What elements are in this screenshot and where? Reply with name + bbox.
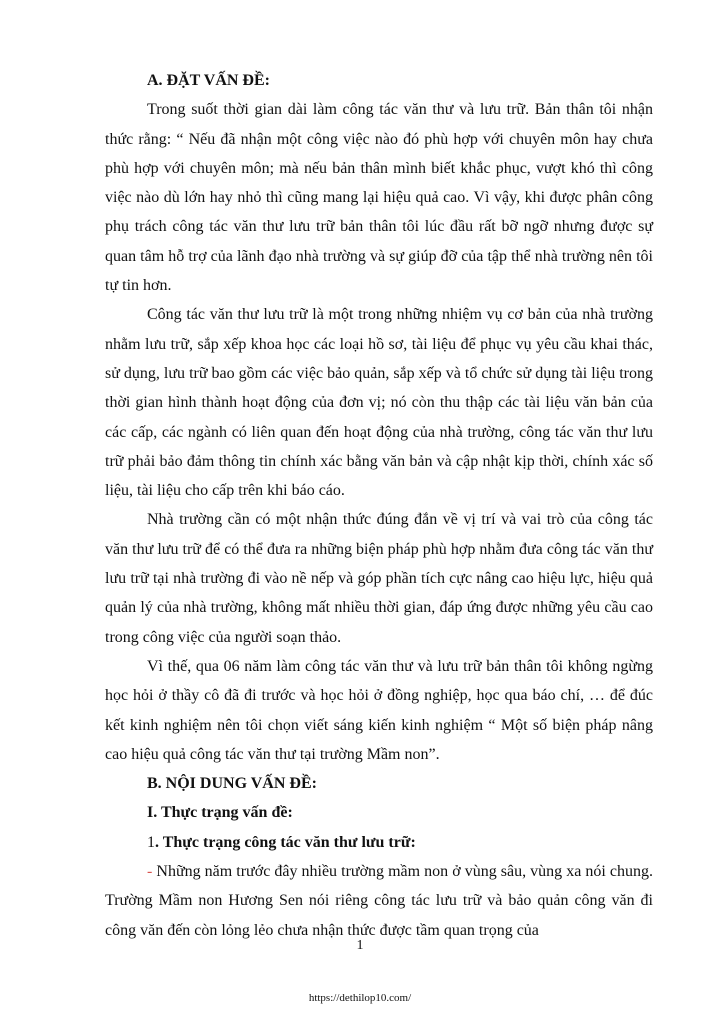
page-number: 1 (356, 938, 364, 953)
heading-1 (105, 828, 653, 857)
heading-b: B. NỘI DUNG VẤN ĐỀ: (147, 775, 317, 793)
heading-1-number: 1 (147, 833, 155, 851)
paragraph-5-dash: - (147, 863, 153, 881)
document-body (105, 66, 653, 945)
paragraph-3: Nhà trường cần có một nhận thức đúng đắn về vị trí và vai trò của công tác văn thư lưu trữ để có thể đưa ra những biện pháp phù hợp nhằm đưa công tác văn thư lưu trữ tại nhà trường đi vào nề nếp và góp phần tích cực nâng cao hiệu lực, hiệu quả quản lý của nhà trường, không mất nhiều thời gian, đáp ứng được những yêu cầu cao trong công việc của người soạn thảo. (105, 511, 653, 646)
heading-i: I. Thực trạng vấn đề: (147, 804, 293, 822)
paragraph-5 (105, 857, 653, 945)
paragraph-1: Trong suốt thời gian dài làm công tác văn thư và lưu trữ. Bản thân tôi nhận thức rằng: “ Nếu đã nhận một công việc nào đó phù hợp với chuyên môn hay chưa phù hợp với chuyên môn; mà nếu bản thân mình biết khắc phục, vượt khó thì công việc nào dù lớn hay nhỏ thì cũng mang lại hiệu quả cao. Vì vậy, khi được phân công phụ trách công tác văn thư lưu trữ bản thân tôi lúc đầu rất bỡ ngỡ nhưng được sự quan tâm hỗ trợ của lãnh đạo nhà trường và sự giúp đỡ của tập thể nhà trường nên tôi tự tin hơn. (105, 101, 653, 295)
paragraph-4: Vì thế, qua 06 năm làm công tác văn thư và lưu trữ bản thân tôi không ngừng học hỏi ở thầy cô đã đi trước và học hỏi ở đồng nghiệp, học qua báo chí, … để đúc kết kinh nghiệm nên tôi chọn viết sáng kiến kinh nghiệm “ Một số biện pháp nâng cao hiệu quả công tác văn thư tại trường Mầm non”. (105, 657, 653, 763)
heading-1-text: . Thực trạng công tác văn thư lưu trữ: (155, 833, 416, 851)
paragraph-2: Công tác văn thư lưu trữ là một trong những nhiệm vụ cơ bản của nhà trường nhằm lưu trữ, sắp xếp khoa học các loại hồ sơ, tài liệu để phục vụ yêu cầu khai thác, sử dụng, lưu trữ bao gồm các việc bảo quản, sắp xếp và tổ chức sử dụng tài liệu trong thời gian hình thành hoạt động của đơn vị; nó còn thu thập các tài liệu văn bản của các cấp, các ngành có liên quan đến hoạt động của nhà trường, công tác văn thư lưu trữ phải bảo đảm thông tin chính xác bằng văn bản và cập nhật kịp thời, chính xác số liệu, tài liệu cho cấp trên khi báo cáo. (105, 306, 653, 500)
paragraph-5-text: Những năm trước đây nhiều trường mầm non ở vùng sâu, vùng xa nói chung. Trường Mầm non Hương Sen nói riêng công tác lưu trữ và bảo quản công văn đi công văn đến còn lỏng lẻo chưa nhận thức được tầm quan trọng của (105, 863, 653, 939)
heading-a: A. ĐẶT VẤN ĐỀ: (147, 72, 270, 89)
footer-url: https://dethilop10.com/ (308, 992, 412, 1004)
